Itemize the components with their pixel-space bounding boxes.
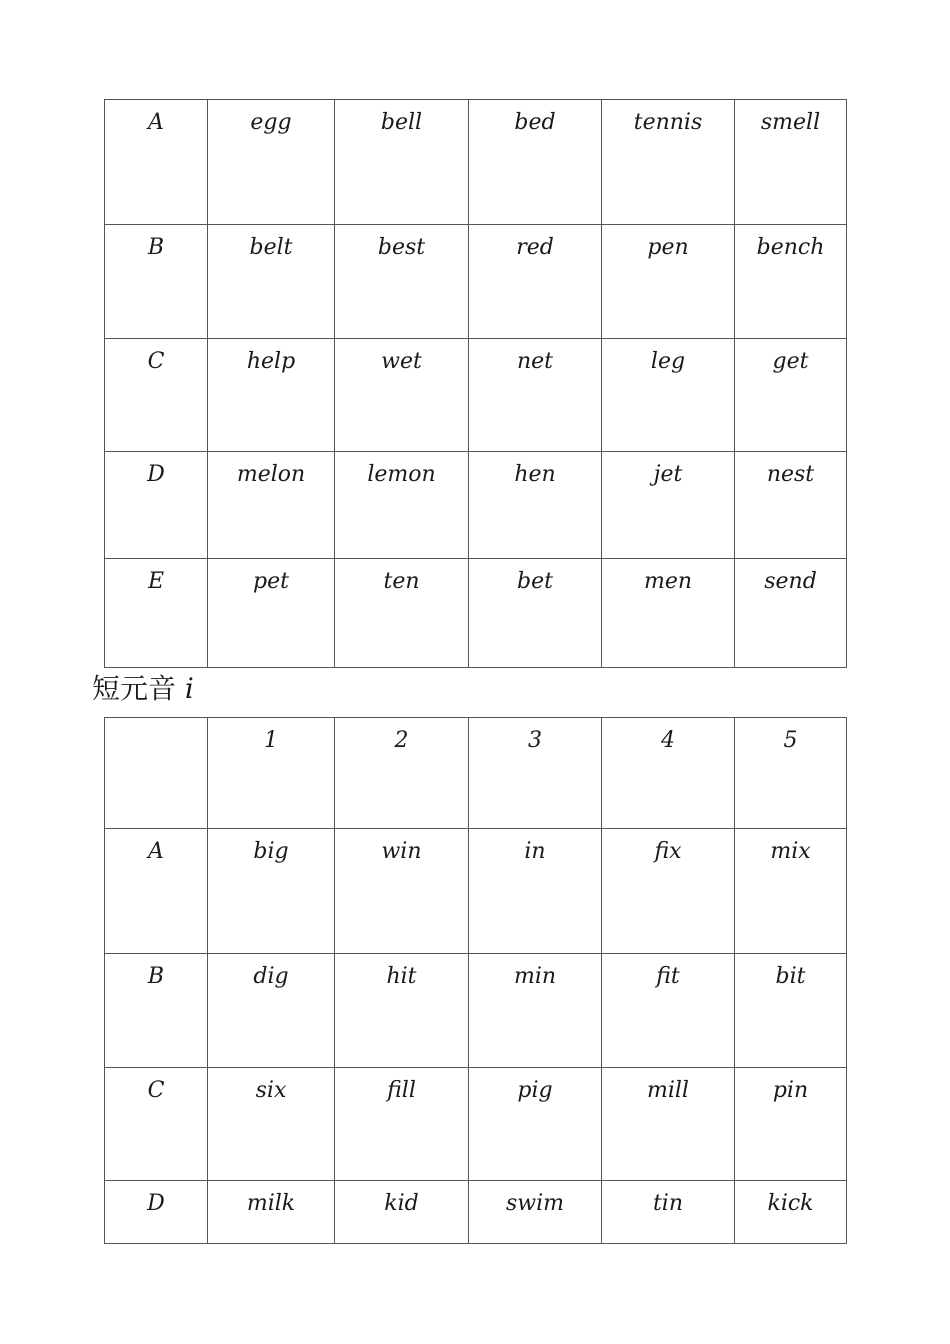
row-label: C bbox=[105, 1068, 208, 1181]
word-cell: win bbox=[335, 829, 469, 954]
word-cell: help bbox=[208, 339, 335, 452]
word-cell: bench bbox=[735, 225, 847, 339]
word-cell: hen bbox=[469, 452, 602, 559]
row-label: D bbox=[105, 1181, 208, 1244]
word-cell: bet bbox=[469, 559, 602, 668]
word-cell: belt bbox=[208, 225, 335, 339]
word-cell: fill bbox=[335, 1068, 469, 1181]
section-title-vowel: i bbox=[184, 672, 194, 705]
header-cell: 1 bbox=[208, 718, 335, 829]
word-cell: pig bbox=[469, 1068, 602, 1181]
word-cell: best bbox=[335, 225, 469, 339]
word-cell: bit bbox=[735, 954, 847, 1068]
short-e-word-table bbox=[104, 99, 847, 668]
header-cell: 3 bbox=[469, 718, 602, 829]
word-cell: kid bbox=[335, 1181, 469, 1244]
word-cell: min bbox=[469, 954, 602, 1068]
word-cell: big bbox=[208, 829, 335, 954]
word-cell: pet bbox=[208, 559, 335, 668]
word-cell: hit bbox=[335, 954, 469, 1068]
word-cell: egg bbox=[208, 100, 335, 225]
row-label: A bbox=[105, 829, 208, 954]
word-cell: leg bbox=[602, 339, 735, 452]
header-cell: 4 bbox=[602, 718, 735, 829]
word-cell: net bbox=[469, 339, 602, 452]
word-cell: wet bbox=[335, 339, 469, 452]
table-row bbox=[105, 559, 847, 668]
word-cell: mix bbox=[735, 829, 847, 954]
word-cell: fit bbox=[602, 954, 735, 1068]
table-row bbox=[105, 339, 847, 452]
word-cell: smell bbox=[735, 100, 847, 225]
word-cell: kick bbox=[735, 1181, 847, 1244]
word-cell: fix bbox=[602, 829, 735, 954]
word-cell: tennis bbox=[602, 100, 735, 225]
row-label: B bbox=[105, 225, 208, 339]
word-cell: get bbox=[735, 339, 847, 452]
word-cell: swim bbox=[469, 1181, 602, 1244]
row-label: E bbox=[105, 559, 208, 668]
row-label: C bbox=[105, 339, 208, 452]
table-row bbox=[105, 100, 847, 225]
word-cell: dig bbox=[208, 954, 335, 1068]
word-cell: tin bbox=[602, 1181, 735, 1244]
header-cell: 5 bbox=[735, 718, 847, 829]
word-cell: six bbox=[208, 1068, 335, 1181]
word-cell: milk bbox=[208, 1181, 335, 1244]
section-title-text: 短元音 bbox=[92, 672, 177, 705]
table-row bbox=[105, 1181, 847, 1244]
row-label: D bbox=[105, 452, 208, 559]
section-heading-short-i bbox=[92, 672, 194, 706]
word-cell: lemon bbox=[335, 452, 469, 559]
word-cell: ten bbox=[335, 559, 469, 668]
word-cell: mill bbox=[602, 1068, 735, 1181]
word-cell: melon bbox=[208, 452, 335, 559]
word-cell: nest bbox=[735, 452, 847, 559]
word-cell: bed bbox=[469, 100, 602, 225]
row-label: B bbox=[105, 954, 208, 1068]
table-row bbox=[105, 954, 847, 1068]
header-cell: 2 bbox=[335, 718, 469, 829]
word-cell: pen bbox=[602, 225, 735, 339]
word-cell: in bbox=[469, 829, 602, 954]
table-row bbox=[105, 829, 847, 954]
word-cell: pin bbox=[735, 1068, 847, 1181]
table-header-row bbox=[105, 718, 847, 829]
table-row bbox=[105, 225, 847, 339]
table-row bbox=[105, 1068, 847, 1181]
word-cell: send bbox=[735, 559, 847, 668]
word-cell: red bbox=[469, 225, 602, 339]
table-row bbox=[105, 452, 847, 559]
row-label: A bbox=[105, 100, 208, 225]
word-cell: bell bbox=[335, 100, 469, 225]
word-cell: men bbox=[602, 559, 735, 668]
word-cell: jet bbox=[602, 452, 735, 559]
short-i-word-table bbox=[104, 717, 847, 1244]
header-cell bbox=[105, 718, 208, 829]
